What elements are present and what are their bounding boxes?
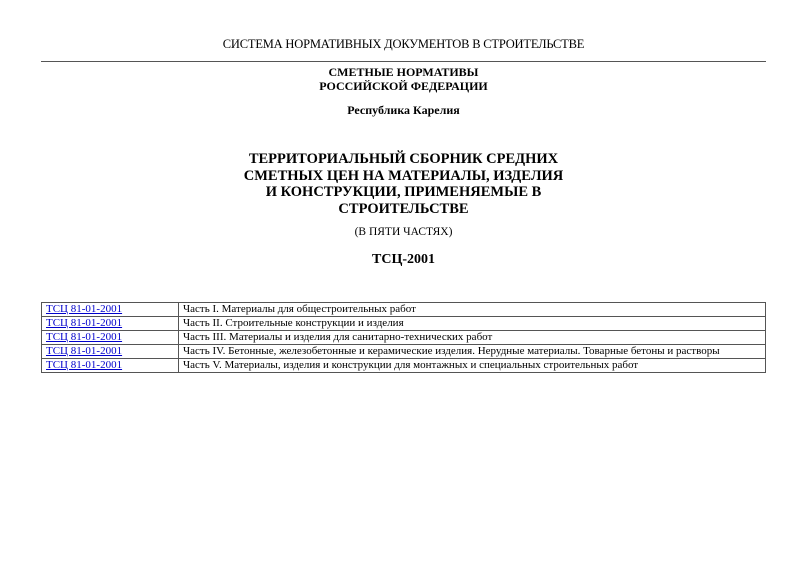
parts-note: (В ПЯТИ ЧАСТЯХ)	[354, 226, 453, 238]
part-description: Часть I. Материалы для общестроительных работ	[179, 303, 766, 317]
norms-line-2: РОССИЙСКОЙ ФЕДЕРАЦИИ	[319, 79, 488, 93]
part-code-link[interactable]: ТСЦ 81-01-2001	[46, 317, 123, 329]
parts-table	[41, 302, 766, 373]
part-description: Часть II. Строительные конструкции и изделия	[179, 317, 766, 331]
title-line-2: СМЕТНЫХ ЦЕН НА МАТЕРИАЛЫ, ИЗДЕЛИЯ	[243, 167, 564, 184]
norms-heading	[0, 65, 807, 93]
title-line-3: И КОНСТРУКЦИИ, ПРИМЕНЯЕМЫЕ В	[265, 184, 542, 200]
document-code: ТСЦ-2001	[372, 252, 435, 267]
norms-line-1: СМЕТНЫЕ НОРМАТИВЫ	[328, 65, 479, 79]
title-line-1: ТЕРРИТОРИАЛЬНЫЙ СБОРНИК СРЕДНИХ	[248, 151, 559, 167]
table-row	[42, 359, 766, 373]
part-code-link[interactable]: ТСЦ 81-01-2001	[46, 359, 123, 371]
part-description: Часть IV. Бетонные, железобетонные и керамические изделия. Нерудные материалы. Товарные бетоны и растворы	[179, 345, 766, 359]
part-code-cell	[42, 345, 179, 359]
region-label: Республика Карелия	[347, 103, 460, 117]
part-code-link[interactable]: ТСЦ 81-01-2001	[46, 303, 123, 315]
part-code-link[interactable]: ТСЦ 81-01-2001	[46, 345, 123, 357]
part-code-cell	[42, 359, 179, 373]
system-header: СИСТЕМА НОРМАТИВНЫХ ДОКУМЕНТОВ В СТРОИТЕЛЬСТВЕ	[222, 37, 585, 51]
part-description: Часть III. Материалы и изделия для санитарно-технических работ	[179, 331, 766, 345]
header-divider	[41, 61, 766, 62]
part-code-cell	[42, 317, 179, 331]
title-line-4: СТРОИТЕЛЬСТВЕ	[338, 200, 469, 217]
part-code-link[interactable]: ТСЦ 81-01-2001	[46, 331, 123, 343]
table-row	[42, 331, 766, 345]
table-row	[42, 317, 766, 331]
document-title	[0, 151, 807, 217]
part-code-cell	[42, 303, 179, 317]
part-code-cell	[42, 331, 179, 345]
table-row	[42, 303, 766, 317]
table-row	[42, 345, 766, 359]
part-description: Часть V. Материалы, изделия и конструкции для монтажных и специальных строительных работ	[179, 359, 766, 373]
